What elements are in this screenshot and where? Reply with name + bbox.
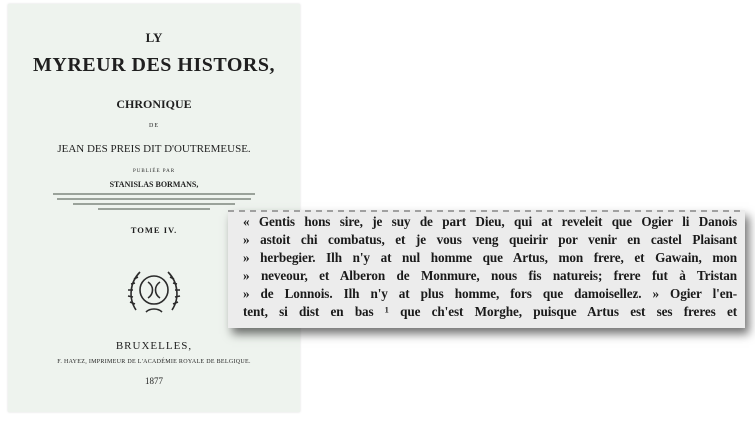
title-article: LY bbox=[145, 30, 163, 45]
publication-city: BRUXELLES, bbox=[115, 340, 193, 352]
excerpt-line: » herbegier. Ilh n'y at nul homme que Artus, mon frere, et Gawain, mon bbox=[243, 250, 737, 265]
editor-credentials-fineprint bbox=[53, 193, 255, 213]
excerpt-line: » astoit chi combatus, et je vous veng queirir por venir en castel Plaisant bbox=[243, 232, 737, 247]
excerpt-line: » neveour, et Alberon de Monmure, nous fis natureis; frere fut à Tristan bbox=[243, 268, 737, 283]
book-author: JEAN DES PREIS DIT D'OUTREMEUSE. bbox=[57, 143, 251, 155]
published-by: PUBLIÉE PAR bbox=[132, 169, 176, 174]
book-editor: STANISLAS BORMANS, bbox=[109, 180, 199, 189]
title-page-content bbox=[8, 4, 300, 412]
text-excerpt-zoom bbox=[228, 210, 745, 328]
title-by: DE bbox=[149, 123, 159, 129]
publication-year: 1877 bbox=[145, 376, 163, 386]
excerpt-line: » de Lonnois. Ilh n'y at plus homme, fors que damoisellez. » Ogier l'en- bbox=[243, 286, 737, 301]
volume-label: TOME IV. bbox=[130, 225, 178, 235]
book-title: MYREUR DES HISTORS, bbox=[33, 54, 275, 76]
excerpt-line: tent, si dist en bas ¹ que ch'est Morghe, puisque Artus est ses freres et bbox=[243, 304, 737, 319]
cut-off-line-top bbox=[228, 210, 745, 212]
book-subtitle: CHRONIQUE bbox=[116, 97, 192, 111]
printer: F. HAYEZ, IMPRIMEUR DE L'ACADÉMIE ROYALE DE BELGIQUE. bbox=[57, 359, 251, 365]
academy-emblem-icon bbox=[126, 264, 182, 320]
excerpt-line: « Gentis hons sire, je suy de part Dieu, qui at reveleit que Ogier li Danois bbox=[243, 214, 737, 229]
book-title-page bbox=[8, 4, 300, 412]
